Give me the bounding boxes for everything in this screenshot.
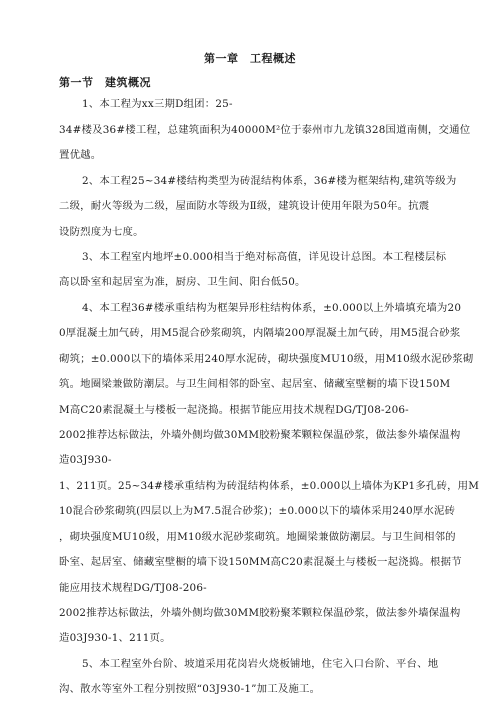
paragraph-4-line-9: 10混合砂浆砌筑(四层以上为M7.5混合砂浆)；±0.000以下的墙体采用240厚水泥砖 (59, 505, 456, 517)
paragraph-4-line-12: 能应用技术规程DG/TJ08-206- (59, 582, 207, 594)
paragraph-3-line-1: 3、本工程室内地坪±0.000相当于绝对标高值，详见设计总图。本工程楼层标 (82, 251, 447, 263)
paragraph-2-line-2: 二级，耐火等级为二级，屋面防水等级为Ⅱ级，建筑设计使用年限为50年。抗震 (59, 200, 430, 212)
section-title: 第一节 建筑概况 (59, 76, 151, 89)
paragraph-5-line-2: 沟、散水等室外工程分别按照“03J930-1”加工及施工。 (59, 683, 321, 695)
paragraph-4-line-4: 筑。地圈梁兼做防潮层。与卫生间相邻的卧室、起居室、储藏室壁橱的墙下设150M (59, 378, 451, 390)
paragraph-4-line-8: 1、211页。25~34#楼承重结构为砖混结构体系，±0.000以上墙体为KP1多孔砖，用M (59, 480, 480, 492)
paragraph-2-line-3: 设防烈度为七度。 (59, 226, 144, 238)
paragraph-4-line-6: 2002推荐达标做法，外墙外侧均做30MM胶粉聚苯颗粒保温砂浆，做法参外墙保温构 (59, 429, 461, 441)
paragraph-4-line-7: 造03J930- (59, 454, 112, 466)
paragraph-4-line-10: ，砌块强度MU10级，用M10级水泥砂浆砌筑。地圈梁兼做防潮层。与卫生间相邻的 (59, 531, 456, 543)
paragraph-4-line-11: 卧室、起居室、储藏室壁橱的墙下设150MM高C20素混凝土与楼板一起浇捣。根据节 (59, 556, 462, 568)
paragraph-4-line-5: M高C20素混凝土与楼板一起浇捣。根据节能应用技术规程DG/TJ08-206- (59, 404, 409, 416)
paragraph-4-line-1: 4、本工程36#楼承重结构为框架异形柱结构体系，±0.000以上外墙填充墙为20 (82, 302, 462, 314)
paragraph-5-line-1: 5、本工程室外台阶、坡道采用花岗岩火烧板铺地，住宅入口台阶、平台、地 (82, 658, 439, 670)
paragraph-2-line-1: 2、本工程25~34#楼结构类型为砖混结构体系，36#楼为框架结构,建筑等级为 (82, 175, 457, 187)
chapter-title: 第一章 工程概述 (204, 52, 296, 65)
paragraph-1-line-2: 34#楼及36#楼工程，总建筑面积为40000M²位于泰州市九龙镇328国道南侧，交通位 (59, 124, 471, 136)
paragraph-4-line-14: 造03J930-1、211页。 (59, 632, 171, 644)
paragraph-4-line-3: 砌筑；±0.000以下的墙体采用240厚水泥砖，砌块强度MU10级，用M10级水泥砂浆砌 (59, 353, 474, 365)
paragraph-4-line-2: 0厚混凝土加气砖，用M5混合砂浆砌筑，内隔墙200厚混凝土加气砖，用M5混合砂浆 (59, 327, 461, 339)
paragraph-3-line-2: 高以卧室和起居室为准，厨房、卫生间、阳台低50。 (59, 276, 306, 288)
paragraph-1-line-3: 置优越。 (59, 149, 102, 161)
paragraph-1-line-1: 1、本工程为xx三期D组团：25- (82, 98, 233, 110)
paragraph-4-line-13: 2002推荐达标做法，外墙外侧均做30MM胶粉聚苯颗粒保温砂浆，做法参外墙保温构 (59, 607, 461, 619)
